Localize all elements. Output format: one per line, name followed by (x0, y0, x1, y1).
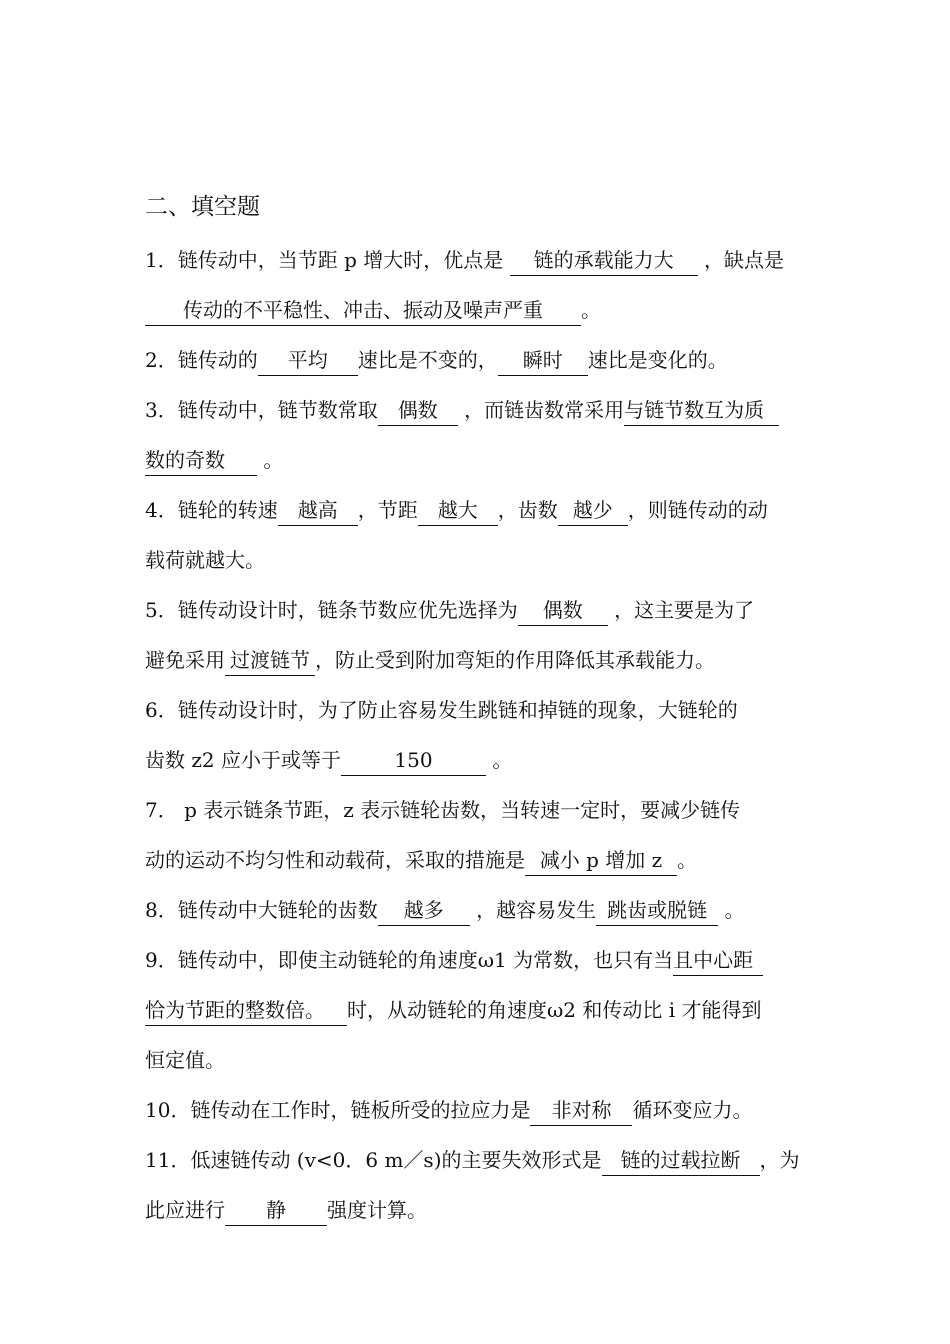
question-11-line-2 (145, 1193, 427, 1227)
text: 11．低速链传动 (v<0．6 m／s)的主要失效形式是 (145, 1148, 602, 1172)
text: 载荷就越大。 (145, 548, 265, 572)
question-1-line-1 (145, 243, 784, 277)
text: 。 (257, 448, 284, 472)
text: 2．链传动的 (145, 348, 258, 372)
answer-blank: 非对称 (530, 1095, 632, 1126)
text: 9．链传动中，即使主动链轮的角速度ω1 为常数，也只有当 (145, 948, 674, 972)
text: 循环变应力。 (632, 1098, 753, 1122)
answer-blank: 减小 p 增加 z (525, 845, 677, 876)
answer-blank: 150 (341, 745, 486, 776)
question-11-line-1 (145, 1143, 800, 1177)
answer-blank: 越大 (418, 495, 498, 526)
answer-blank: 过渡链节 (225, 645, 315, 676)
text: 1．链传动中，当节距 p 增大时，优点是 (145, 248, 510, 272)
text: 8．链传动中大链轮的齿数 (145, 898, 378, 922)
question-8-line-1 (145, 893, 744, 927)
question-10-line-1 (145, 1093, 752, 1127)
question-9-line-1 (145, 943, 763, 977)
answer-blank: 链的过载拉断 (602, 1145, 760, 1176)
question-5-line-2 (145, 643, 715, 677)
text: ，缺点是 (697, 248, 784, 272)
answer-blank: 且中心距 (673, 945, 763, 976)
text: 齿数 z2 应小于或等于 (145, 748, 341, 772)
text: 时，从动链轮的角速度ω2 和传动比 i 才能得到 (347, 998, 762, 1022)
question-5-line-1 (145, 593, 754, 627)
answer-blank: 与链节数互为质 (624, 395, 779, 426)
text: 避免采用 (145, 648, 225, 672)
answer-blank: 瞬时 (498, 345, 588, 376)
question-3-line-1 (145, 393, 779, 427)
text: 恒定值。 (145, 1048, 225, 1072)
text: 6．链传动设计时，为了防止容易发生跳链和掉链的现象，大链轮的 (145, 698, 738, 722)
answer-blank: 静 (225, 1195, 327, 1226)
text: 10．链传动在工作时，链板所受的拉应力是 (145, 1098, 531, 1122)
text: 。 (677, 848, 697, 872)
question-6-line-1 (145, 693, 738, 727)
answer-blank: 越多 (378, 895, 470, 926)
section-title: 二、填空题 (145, 194, 260, 220)
text: ，节距 (357, 498, 418, 522)
text: 此应进行 (145, 1198, 225, 1222)
question-9-line-3 (145, 1043, 225, 1077)
text: 7． p 表示链条节距，z 表示链轮齿数，当转速一定时，要减少链传 (145, 798, 741, 822)
text: 4．链轮的转速 (145, 498, 278, 522)
question-3-line-2 (145, 443, 283, 477)
text: 速比是不变的， (357, 348, 498, 372)
question-2-line-1 (145, 343, 728, 377)
text: ，这主要是为了 (607, 598, 755, 622)
answer-blank: 跳齿或脱链 (596, 895, 718, 926)
answer-blank: 偶数 (378, 395, 458, 426)
text: 。 (718, 898, 745, 922)
question-7-line-1 (145, 793, 740, 827)
answer-blank: 越少 (558, 495, 628, 526)
answer-blank: 链的承载能力大 (510, 245, 698, 276)
question-9-line-2 (145, 993, 762, 1027)
answer-blank: 传动的不平稳性、冲击、振动及噪声严重 (145, 295, 581, 326)
question-4-line-1 (145, 493, 768, 527)
text: 。 (485, 748, 513, 772)
text: 强度计算。 (327, 1198, 427, 1222)
text: ，防止受到附加弯矩的作用降低其承载能力。 (315, 648, 715, 672)
answer-blank: 越高 (278, 495, 358, 526)
question-1-line-2 (145, 293, 601, 327)
text: ，则链传动的动 (627, 498, 768, 522)
text: ，而链齿数常采用 (457, 398, 625, 422)
answer-blank: 偶数 (518, 595, 608, 626)
text: 速比是变化的。 (587, 348, 728, 372)
text: ，越容易发生 (469, 898, 597, 922)
answer-blank: 平均 (258, 345, 358, 376)
text: 动的运动不均匀性和动载荷，采取的措施是 (145, 848, 525, 872)
answer-blank: 数的奇数 (145, 445, 257, 476)
question-6-line-2 (145, 743, 512, 777)
question-4-line-2 (145, 543, 265, 577)
answer-blank: 恰为节距的整数倍。 (145, 995, 347, 1026)
text: ，为 (759, 1148, 800, 1172)
text: 5．链传动设计时，链条节数应优先选择为 (145, 598, 518, 622)
text: 3．链传动中，链节数常取 (145, 398, 378, 422)
text: 。 (581, 298, 601, 322)
text: ，齿数 (497, 498, 558, 522)
question-7-line-2 (145, 843, 697, 877)
